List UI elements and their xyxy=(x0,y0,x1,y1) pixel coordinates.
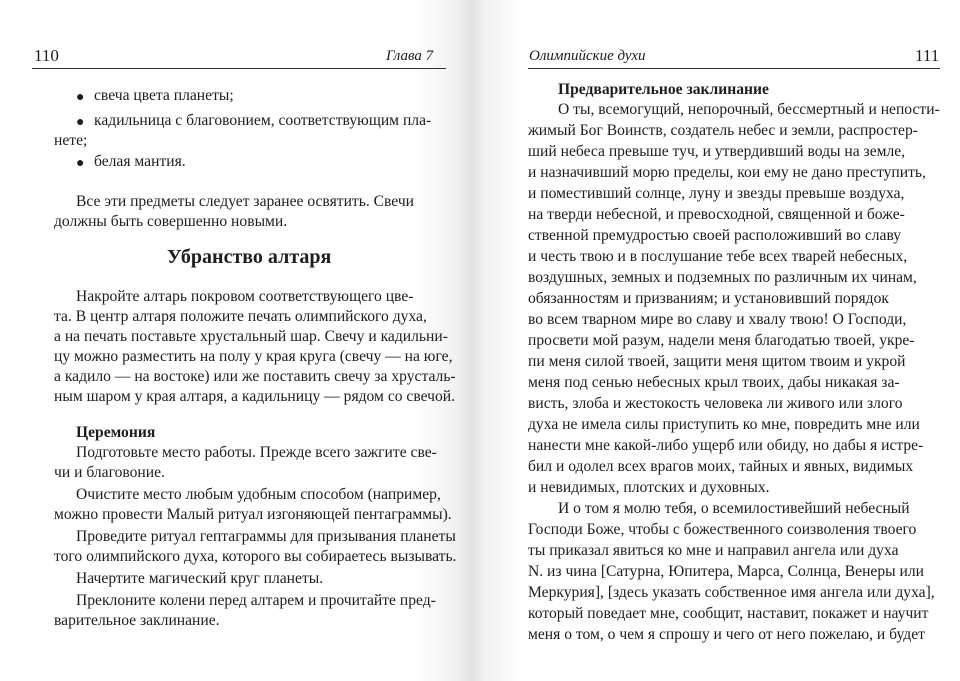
list-item: свеча цвета планеты; xyxy=(94,87,234,104)
left-page xyxy=(0,0,470,681)
text-line: а кадило — на востоке) или же поставить свечу за хрусталь- xyxy=(54,368,456,385)
text-line: того олимпийского духа, которого вы собираетесь вызывать. xyxy=(54,548,457,565)
text-line: Меркурия], [здесь указать собственное имя ангела или духа], xyxy=(528,584,935,601)
subheading: Церемония xyxy=(76,424,156,441)
left-page-number: 110 xyxy=(34,46,59,65)
text-line: духа не имела силы приступить ко мне, повредить мне или xyxy=(528,416,920,433)
text-line: Все эти предметы следует заранее освятить. Свечи xyxy=(76,193,415,210)
text-line: пи меня силой твоей, защити меня щитом твоим и укрой xyxy=(528,353,906,370)
text-line: и назначивший морю пределы, кои ему не дано преступить, xyxy=(528,164,926,181)
text-line: жимый Бог Воинств, создатель небес и земли, распростер- xyxy=(528,122,918,139)
text-line: меня под сенью небесных крыл твоих, дабы никакая за- xyxy=(528,374,900,391)
text-line: нанести мне какой-либо ущерб или обиду, но дабы я истре- xyxy=(528,437,924,454)
text-line: ственной премудростью своей расположивший во славу xyxy=(528,227,902,244)
right-page-number: 111 xyxy=(915,46,940,65)
text-line: должны быть совершенно новыми. xyxy=(54,213,288,230)
text-line: и поместивший солнце, луну и звезды превыше воздуха, xyxy=(528,185,905,202)
section-heading: Убранство алтаря xyxy=(167,246,332,268)
text-line: Начертите магический круг планеты. xyxy=(76,570,324,587)
text-line: обязанностям и призваниям; и установивший порядок xyxy=(528,290,889,307)
text-line: ты приказал явиться ко мне и направил ангела или духа xyxy=(528,542,899,559)
text-line: ным шаром у края алтаря, а кадильницу — рядом со свечой. xyxy=(54,388,456,405)
right-page xyxy=(470,0,960,681)
text-line: Подготовьте место работы. Прежде всего зажгите све- xyxy=(76,444,437,461)
text-line: О ты, всемогущий, непорочный, бессмертный и непости- xyxy=(558,101,940,118)
text-line: Накройте алтарь покровом соответствующего цве- xyxy=(76,288,414,305)
text-line: и невидимых, плотских и духовных. xyxy=(528,479,770,496)
text-line: N. из чина [Сатурна, Юпитера, Марса, Солнца, Венеры или xyxy=(528,563,924,580)
right-running-head: Олимпийские духи xyxy=(529,48,646,64)
bullet-icon: ● xyxy=(76,156,85,171)
text-line: ший небеса превыше туч, и утвердивший воды на земле, xyxy=(528,143,906,160)
list-item: кадильница с благовонием, соответствующим пла- xyxy=(94,112,432,129)
bullet-icon: ● xyxy=(76,90,85,105)
text-line: просвети мой разум, надели меня благодатью твоей, укре- xyxy=(528,332,915,349)
text-line: Очистите место любым удобным способом (например, xyxy=(76,486,441,503)
list-item: белая мантия. xyxy=(94,153,186,170)
text-line: И о том я молю тебя, о всемилостивейший небесный xyxy=(558,500,910,517)
text-line: цу можно разместить на полу у края круга (свечу — на юге, xyxy=(54,348,453,365)
text-line: чи и благовоние. xyxy=(54,464,165,481)
text-line: меня о том, о чем я спрошу и чего от него пожелаю, и будет xyxy=(528,626,925,643)
text-line: бил и одолел всех врагов моих, тайных и явных, видимых xyxy=(528,458,914,475)
text-line: а на печать поставьте хрустальный шар. Свечу и кадильни- xyxy=(54,328,448,345)
text-line: та. В центр алтаря положите печать олимпийского духа, xyxy=(54,308,427,325)
text-line: Преклоните колени перед алтарем и прочитайте пред- xyxy=(76,592,436,609)
text-line: можно провести Малый ритуал изгоняющей пентаграммы). xyxy=(54,506,452,523)
list-item-continuation: нете; xyxy=(54,132,88,149)
left-running-head: Глава 7 xyxy=(386,48,434,64)
subheading: Предварительное заклинание xyxy=(558,81,769,98)
bullet-icon: ● xyxy=(76,115,85,130)
text-line: на тверди небесной, и превосходной, священной и боже- xyxy=(528,206,905,223)
text-line: Господи Боже, чтобы с божественного соизволения твоего xyxy=(528,521,917,538)
text-line: варительное заклинание. xyxy=(54,612,220,629)
text-line: воздушных, земных и подземных по различным их чинам, xyxy=(528,269,917,286)
left-header-rule xyxy=(32,68,446,69)
text-line: во всем тварном мире во славу и хвалу твою! О Господи, xyxy=(528,311,907,328)
text-line: Проведите ритуал гептаграммы для призывания планеты xyxy=(76,528,456,545)
text-line: и честь твою и в послушание тебе всех тварей небесных, xyxy=(528,248,908,265)
right-header-rule xyxy=(528,68,940,69)
text-line: висть, злоба и жестокость человека ли живого или злого xyxy=(528,395,903,412)
text-line: который поведает мне, сообщит, наставит, покажет и научит xyxy=(528,605,929,622)
